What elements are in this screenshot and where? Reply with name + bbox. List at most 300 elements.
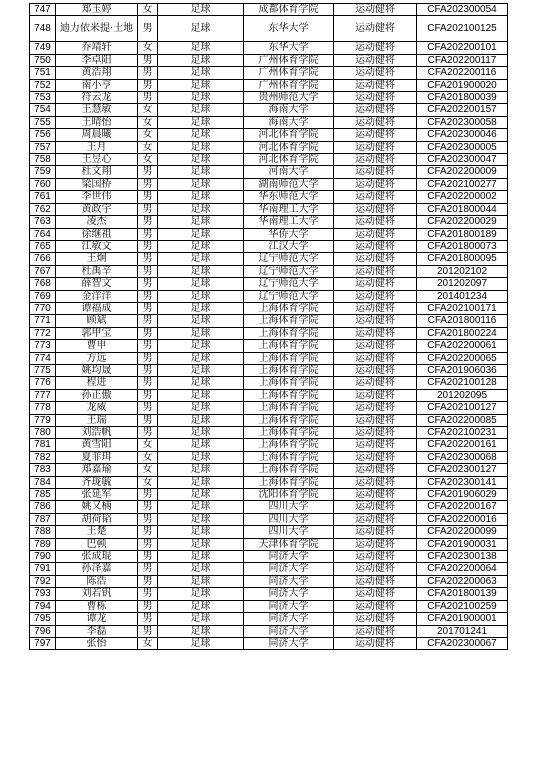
school-name: 成都体育学院 — [244, 4, 334, 16]
sport-event: 足球 — [158, 228, 244, 240]
sport-event: 足球 — [158, 129, 244, 141]
certificate-code: CFA201906036 — [417, 364, 508, 376]
row-number: 767 — [30, 265, 56, 277]
certificate-code: CFA202100171 — [417, 302, 508, 314]
school-name: 四川大学 — [244, 526, 334, 538]
school-name: 上海体育学院 — [244, 451, 334, 463]
sport-event: 足球 — [158, 625, 244, 637]
table-row — [30, 67, 508, 79]
athlete-gender: 男 — [138, 67, 158, 79]
certificate-code: CFA202200063 — [417, 575, 508, 587]
row-number: 786 — [30, 501, 56, 513]
athlete-name: 凌杰 — [56, 216, 138, 228]
athlete-name: 张成琨 — [56, 551, 138, 563]
certificate-code: CFA202200016 — [417, 513, 508, 525]
athlete-name: 金洋洋 — [56, 290, 138, 302]
athlete-name: 刘浩帆 — [56, 427, 138, 439]
athlete-name: 王晴怡 — [56, 116, 138, 128]
table-row — [30, 637, 508, 649]
certificate-code: CFA202300058 — [417, 116, 508, 128]
certificate-code: CFA202100128 — [417, 377, 508, 389]
row-number: 775 — [30, 364, 56, 376]
athlete-gender: 男 — [138, 364, 158, 376]
school-name: 河南大学 — [244, 166, 334, 178]
athlete-gender: 男 — [138, 538, 158, 550]
athlete-gender: 男 — [138, 16, 158, 42]
honor-title: 运动健将 — [334, 451, 417, 463]
school-name: 海南大学 — [244, 116, 334, 128]
certificate-code: CFA201800139 — [417, 588, 508, 600]
honor-title: 运动健将 — [334, 265, 417, 277]
athlete-name: 孙正傲 — [56, 389, 138, 401]
table-row — [30, 464, 508, 476]
sport-event: 足球 — [158, 154, 244, 166]
sport-event: 足球 — [158, 575, 244, 587]
athlete-gender: 女 — [138, 4, 158, 16]
athlete-gender: 女 — [138, 154, 158, 166]
honor-title: 运动健将 — [334, 67, 417, 79]
honor-title: 运动健将 — [334, 4, 417, 16]
row-number: 781 — [30, 439, 56, 451]
athlete-name: 孙泽嘉 — [56, 563, 138, 575]
row-number: 780 — [30, 427, 56, 439]
athlete-gender: 男 — [138, 551, 158, 563]
athlete-name: 梁国桥 — [56, 178, 138, 190]
row-number: 756 — [30, 129, 56, 141]
sport-event: 足球 — [158, 414, 244, 426]
sport-event: 足球 — [158, 116, 244, 128]
athlete-gender: 男 — [138, 278, 158, 290]
sport-event: 足球 — [158, 253, 244, 265]
certificate-code: 201202102 — [417, 265, 508, 277]
athlete-name: 曹栋 — [56, 600, 138, 612]
row-number: 770 — [30, 302, 56, 314]
athlete-name: 张怡 — [56, 637, 138, 649]
athlete-gender: 女 — [138, 129, 158, 141]
table-row — [30, 427, 508, 439]
honor-title: 运动健将 — [334, 327, 417, 339]
athlete-name: 谭龙 — [56, 613, 138, 625]
athlete-gender: 男 — [138, 588, 158, 600]
honor-title: 运动健将 — [334, 42, 417, 54]
row-number: 758 — [30, 154, 56, 166]
row-number: 748 — [30, 16, 56, 42]
honor-title: 运动健将 — [334, 588, 417, 600]
row-number: 762 — [30, 203, 56, 215]
school-name: 同济大学 — [244, 613, 334, 625]
table-row — [30, 513, 508, 525]
row-number: 788 — [30, 526, 56, 538]
school-name: 上海体育学院 — [244, 352, 334, 364]
sport-event: 足球 — [158, 203, 244, 215]
athlete-gender: 男 — [138, 79, 158, 91]
row-number: 763 — [30, 216, 56, 228]
sport-event: 足球 — [158, 513, 244, 525]
certificate-code: CFA201800044 — [417, 203, 508, 215]
row-number: 759 — [30, 166, 56, 178]
athlete-gender: 女 — [138, 42, 158, 54]
certificate-code: CFA202300141 — [417, 476, 508, 488]
athlete-name: 姚均晟 — [56, 364, 138, 376]
row-number: 750 — [30, 54, 56, 66]
school-name: 上海体育学院 — [244, 340, 334, 352]
certificate-code: CFA202300138 — [417, 551, 508, 563]
sport-event: 足球 — [158, 92, 244, 104]
honor-title: 运动健将 — [334, 178, 417, 190]
table-row — [30, 526, 508, 538]
athlete-gender: 男 — [138, 600, 158, 612]
table-row — [30, 625, 508, 637]
school-name: 上海体育学院 — [244, 302, 334, 314]
sport-event: 足球 — [158, 563, 244, 575]
row-number: 785 — [30, 489, 56, 501]
honor-title: 运动健将 — [334, 389, 417, 401]
table-row — [30, 191, 508, 203]
sport-event: 足球 — [158, 364, 244, 376]
school-name: 上海体育学院 — [244, 389, 334, 401]
athlete-gender: 男 — [138, 377, 158, 389]
certificate-code: CFA202300054 — [417, 4, 508, 16]
certificate-code: CFA202200064 — [417, 563, 508, 575]
sport-event: 足球 — [158, 464, 244, 476]
athlete-gender: 男 — [138, 240, 158, 252]
athlete-name: 杜文翔 — [56, 166, 138, 178]
certificate-code: CFA202200009 — [417, 166, 508, 178]
row-number: 783 — [30, 464, 56, 476]
athlete-gender: 男 — [138, 352, 158, 364]
athlete-name: 李世伟 — [56, 191, 138, 203]
row-number: 779 — [30, 414, 56, 426]
certificate-code: 201401234 — [417, 290, 508, 302]
athlete-roster-table — [29, 3, 508, 650]
athlete-name: 姚又楠 — [56, 501, 138, 513]
sport-event: 足球 — [158, 141, 244, 153]
sport-event: 足球 — [158, 240, 244, 252]
honor-title: 运动健将 — [334, 54, 417, 66]
honor-title: 运动健将 — [334, 637, 417, 649]
certificate-code: CFA202200157 — [417, 104, 508, 116]
certificate-code: CFA201800116 — [417, 315, 508, 327]
certificate-code: CFA201800224 — [417, 327, 508, 339]
certificate-code: CFA202300068 — [417, 451, 508, 463]
athlete-gender: 男 — [138, 290, 158, 302]
athlete-gender: 男 — [138, 253, 158, 265]
row-number: 772 — [30, 327, 56, 339]
honor-title: 运动健将 — [334, 79, 417, 91]
table-row — [30, 203, 508, 215]
honor-title: 运动健将 — [334, 116, 417, 128]
table-row — [30, 414, 508, 426]
athlete-name: 乔靖轩 — [56, 42, 138, 54]
row-number: 794 — [30, 600, 56, 612]
school-name: 广州体育学院 — [244, 54, 334, 66]
athlete-gender: 男 — [138, 203, 158, 215]
certificate-code: CFA202300005 — [417, 141, 508, 153]
athlete-gender: 女 — [138, 439, 158, 451]
school-name: 四川大学 — [244, 513, 334, 525]
sport-event: 足球 — [158, 265, 244, 277]
row-number: 771 — [30, 315, 56, 327]
table-row — [30, 389, 508, 401]
sport-event: 足球 — [158, 427, 244, 439]
school-name: 上海体育学院 — [244, 315, 334, 327]
row-number: 797 — [30, 637, 56, 649]
certificate-code: CFA202200065 — [417, 352, 508, 364]
school-name: 湖南师范大学 — [244, 178, 334, 190]
certificate-code: 201202097 — [417, 278, 508, 290]
school-name: 上海体育学院 — [244, 327, 334, 339]
sport-event: 足球 — [158, 166, 244, 178]
certificate-code: CFA201800073 — [417, 240, 508, 252]
athlete-gender: 男 — [138, 389, 158, 401]
sport-event: 足球 — [158, 104, 244, 116]
honor-title: 运动健将 — [334, 315, 417, 327]
athlete-name: 王炯 — [56, 253, 138, 265]
table-row — [30, 104, 508, 116]
row-number: 790 — [30, 551, 56, 563]
school-name: 华南理工大学 — [244, 216, 334, 228]
school-name: 四川大学 — [244, 501, 334, 513]
sport-event: 足球 — [158, 4, 244, 16]
certificate-code: CFA202300127 — [417, 464, 508, 476]
row-number: 796 — [30, 625, 56, 637]
honor-title: 运动健将 — [334, 613, 417, 625]
table-row — [30, 600, 508, 612]
certificate-code: CFA201900020 — [417, 79, 508, 91]
row-number: 773 — [30, 340, 56, 352]
athlete-name: 杜禹辛 — [56, 265, 138, 277]
table-row — [30, 402, 508, 414]
certificate-code: CFA202200101 — [417, 42, 508, 54]
school-name: 上海体育学院 — [244, 464, 334, 476]
athlete-gender: 男 — [138, 526, 158, 538]
certificate-code: CFA202100231 — [417, 427, 508, 439]
honor-title: 运动健将 — [334, 216, 417, 228]
row-number: 789 — [30, 538, 56, 550]
school-name: 辽宁师范大学 — [244, 278, 334, 290]
sport-event: 足球 — [158, 54, 244, 66]
row-number: 776 — [30, 377, 56, 389]
certificate-code: CFA202200116 — [417, 67, 508, 79]
sport-event: 足球 — [158, 600, 244, 612]
athlete-gender: 男 — [138, 228, 158, 240]
certificate-code: CFA202200061 — [417, 340, 508, 352]
honor-title: 运动健将 — [334, 203, 417, 215]
honor-title: 运动健将 — [334, 489, 417, 501]
school-name: 辽宁师范大学 — [244, 290, 334, 302]
row-number: 768 — [30, 278, 56, 290]
honor-title: 运动健将 — [334, 253, 417, 265]
athlete-gender: 男 — [138, 489, 158, 501]
athlete-gender: 女 — [138, 637, 158, 649]
athlete-gender: 男 — [138, 613, 158, 625]
athlete-name: 郑玉婷 — [56, 4, 138, 16]
certificate-code: CFA202200029 — [417, 216, 508, 228]
athlete-name: 陈浩 — [56, 575, 138, 587]
sport-event: 足球 — [158, 538, 244, 550]
athlete-gender: 女 — [138, 476, 158, 488]
athlete-gender: 男 — [138, 402, 158, 414]
athlete-name: 王瑞 — [56, 414, 138, 426]
certificate-code: CFA202100127 — [417, 402, 508, 414]
honor-title: 运动健将 — [334, 427, 417, 439]
athlete-name: 王昱心 — [56, 154, 138, 166]
athlete-gender: 男 — [138, 265, 158, 277]
sport-event: 足球 — [158, 501, 244, 513]
certificate-code: CFA202200167 — [417, 501, 508, 513]
honor-title: 运动健将 — [334, 464, 417, 476]
sport-event: 足球 — [158, 42, 244, 54]
athlete-name: 郑嘉瑜 — [56, 464, 138, 476]
school-name: 上海体育学院 — [244, 402, 334, 414]
athlete-gender: 男 — [138, 166, 158, 178]
table-row — [30, 613, 508, 625]
athlete-name: 巴顿 — [56, 538, 138, 550]
honor-title: 运动健将 — [334, 526, 417, 538]
school-name: 同济大学 — [244, 551, 334, 563]
certificate-code: CFA202300046 — [417, 129, 508, 141]
school-name: 同济大学 — [244, 575, 334, 587]
sport-event: 足球 — [158, 451, 244, 463]
sport-event: 足球 — [158, 216, 244, 228]
athlete-gender: 女 — [138, 451, 158, 463]
honor-title: 运动健将 — [334, 538, 417, 550]
certificate-code: 201202095 — [417, 389, 508, 401]
table-row — [30, 489, 508, 501]
athlete-name: 南小亨 — [56, 79, 138, 91]
certificate-code: CFA202200161 — [417, 439, 508, 451]
certificate-code: CFA202300067 — [417, 637, 508, 649]
sport-event: 足球 — [158, 315, 244, 327]
athlete-gender: 男 — [138, 315, 158, 327]
athlete-name: 黄政宇 — [56, 203, 138, 215]
school-name: 辽宁师范大学 — [244, 253, 334, 265]
table-row — [30, 501, 508, 513]
school-name: 同济大学 — [244, 625, 334, 637]
sport-event: 足球 — [158, 191, 244, 203]
sport-event: 足球 — [158, 79, 244, 91]
sport-event: 足球 — [158, 613, 244, 625]
honor-title: 运动健将 — [334, 191, 417, 203]
athlete-name: 曹申 — [56, 340, 138, 352]
athlete-name: 齐珑毓 — [56, 476, 138, 488]
table-row — [30, 42, 508, 54]
school-name: 上海体育学院 — [244, 364, 334, 376]
honor-title: 运动健将 — [334, 402, 417, 414]
school-name: 华东师范大学 — [244, 191, 334, 203]
sport-event: 足球 — [158, 389, 244, 401]
sport-event: 足球 — [158, 551, 244, 563]
row-number: 751 — [30, 67, 56, 79]
athlete-name: 胡荷韬 — [56, 513, 138, 525]
table-row — [30, 340, 508, 352]
school-name: 同济大学 — [244, 563, 334, 575]
table-row — [30, 588, 508, 600]
table-row — [30, 352, 508, 364]
row-number: 764 — [30, 228, 56, 240]
athlete-name: 李磊 — [56, 625, 138, 637]
school-name: 东华大学 — [244, 16, 334, 42]
school-name: 上海体育学院 — [244, 476, 334, 488]
athlete-gender: 男 — [138, 427, 158, 439]
table-row — [30, 265, 508, 277]
sport-event: 足球 — [158, 377, 244, 389]
athlete-name: 李卓阳 — [56, 54, 138, 66]
school-name: 华侨大学 — [244, 228, 334, 240]
sport-event: 足球 — [158, 290, 244, 302]
athlete-gender: 男 — [138, 501, 158, 513]
sport-event: 足球 — [158, 402, 244, 414]
athlete-name: 王楚 — [56, 526, 138, 538]
table-row — [30, 4, 508, 16]
certificate-code: CFA201906029 — [417, 489, 508, 501]
table-row — [30, 154, 508, 166]
honor-title: 运动健将 — [334, 302, 417, 314]
honor-title: 运动健将 — [334, 600, 417, 612]
athlete-name: 迪力依米提·土地 — [56, 16, 138, 42]
athlete-name: 符云龙 — [56, 92, 138, 104]
sport-event: 足球 — [158, 278, 244, 290]
table-row — [30, 79, 508, 91]
school-name: 海南大学 — [244, 104, 334, 116]
honor-title: 运动健将 — [334, 364, 417, 376]
table-row — [30, 327, 508, 339]
row-number: 793 — [30, 588, 56, 600]
sport-event: 足球 — [158, 16, 244, 42]
athlete-name: 龙威 — [56, 402, 138, 414]
athlete-gender: 男 — [138, 327, 158, 339]
row-number: 782 — [30, 451, 56, 463]
school-name: 上海体育学院 — [244, 439, 334, 451]
honor-title: 运动健将 — [334, 92, 417, 104]
school-name: 江汉大学 — [244, 240, 334, 252]
certificate-code: CFA202100259 — [417, 600, 508, 612]
certificate-code: CFA202100277 — [417, 178, 508, 190]
athlete-gender: 男 — [138, 302, 158, 314]
athlete-gender: 女 — [138, 141, 158, 153]
row-number: 795 — [30, 613, 56, 625]
athlete-gender: 男 — [138, 575, 158, 587]
row-number: 769 — [30, 290, 56, 302]
row-number: 752 — [30, 79, 56, 91]
sport-event: 足球 — [158, 489, 244, 501]
table-row — [30, 377, 508, 389]
certificate-code: CFA202300047 — [417, 154, 508, 166]
school-name: 贵州师范大学 — [244, 92, 334, 104]
school-name: 河北体育学院 — [244, 141, 334, 153]
certificate-code: CFA202200099 — [417, 526, 508, 538]
honor-title: 运动健将 — [334, 228, 417, 240]
row-number: 778 — [30, 402, 56, 414]
athlete-gender: 男 — [138, 414, 158, 426]
row-number: 754 — [30, 104, 56, 116]
honor-title: 运动健将 — [334, 240, 417, 252]
honor-title: 运动健将 — [334, 377, 417, 389]
athlete-gender: 男 — [138, 625, 158, 637]
certificate-code: CFA202200117 — [417, 54, 508, 66]
athlete-gender: 女 — [138, 104, 158, 116]
certificate-code: CFA201800189 — [417, 228, 508, 240]
honor-title: 运动健将 — [334, 340, 417, 352]
sport-event: 足球 — [158, 637, 244, 649]
table-row — [30, 476, 508, 488]
honor-title: 运动健将 — [334, 414, 417, 426]
row-number: 792 — [30, 575, 56, 587]
row-number: 766 — [30, 253, 56, 265]
row-number: 791 — [30, 563, 56, 575]
table-row — [30, 302, 508, 314]
athlete-gender: 男 — [138, 513, 158, 525]
